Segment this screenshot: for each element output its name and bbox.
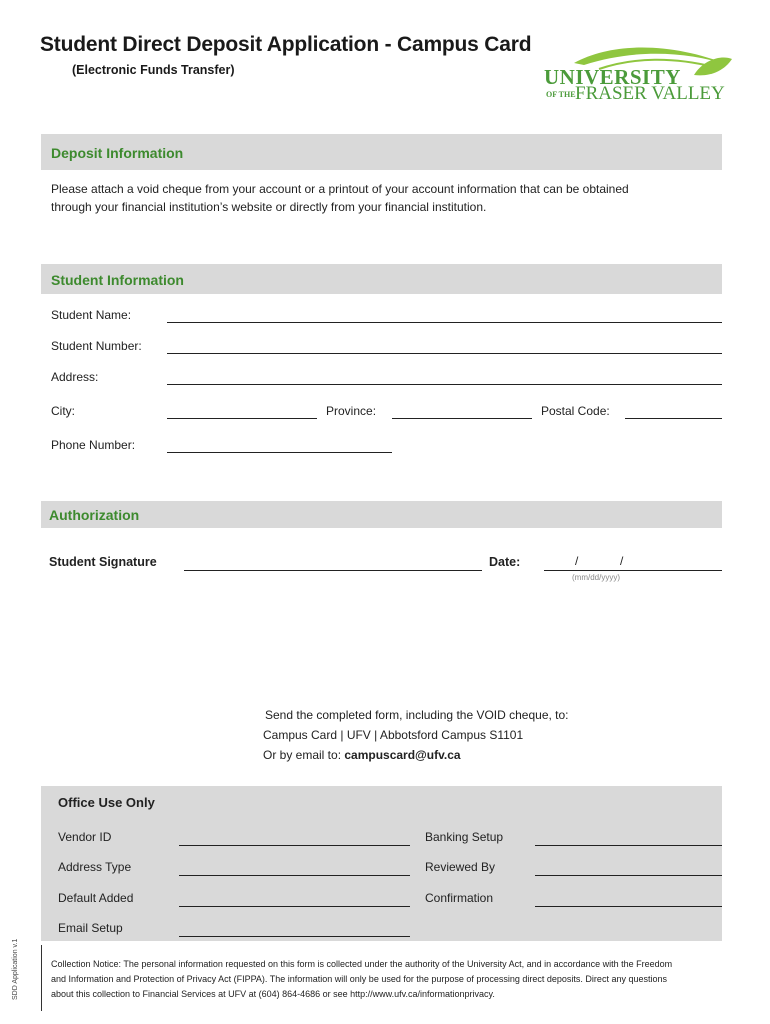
date-field[interactable]: [544, 570, 722, 571]
postal-code-label: Postal Code:: [541, 404, 610, 418]
student-number-label: Student Number:: [51, 339, 142, 353]
vendor-id-label: Vendor ID: [58, 830, 112, 844]
address-type-field[interactable]: [179, 875, 410, 876]
province-field[interactable]: [392, 418, 532, 419]
send-instructions: [263, 705, 569, 765]
default-added-field[interactable]: [179, 906, 410, 907]
student-name-field[interactable]: [167, 322, 722, 323]
student-name-label: Student Name:: [51, 308, 132, 322]
province-label: Province:: [326, 404, 377, 418]
confirmation-label: Confirmation: [425, 891, 494, 905]
phone-number-field[interactable]: [167, 452, 392, 453]
deposit-instructions-line1: Please attach a void cheque from your account or a printout of your account information that can be obtained: [51, 182, 629, 196]
signature-field[interactable]: [184, 570, 482, 571]
logo-fraser-valley-text: FRASER VALLEY: [575, 83, 725, 104]
email-setup-field[interactable]: [179, 936, 410, 937]
banking-setup-label: Banking Setup: [425, 830, 504, 844]
deposit-heading: Deposit Information: [51, 145, 184, 161]
authorization-section-band: [41, 501, 722, 528]
authorization-heading: Authorization: [49, 507, 140, 523]
date-format-hint: (mm/dd/yyyy): [572, 573, 620, 582]
reviewed-by-label: Reviewed By: [425, 860, 496, 874]
collection-notice: [51, 957, 741, 1002]
office-use-heading: Office Use Only: [58, 795, 155, 810]
notice-line2: and Information and Protection of Privacy Act (FIPPA). The information will only be used for the purpose of processing direct deposits. Direct any questions: [51, 974, 667, 984]
email-link[interactable]: campuscard@ufv.ca: [344, 748, 461, 762]
signature-label: Student Signature: [49, 555, 157, 569]
default-added-label: Default Added: [58, 891, 134, 905]
date-slash-1: /: [575, 554, 579, 568]
version-label: SDD Application v.1: [12, 938, 19, 1000]
send-line3-prefix: Or by email to:: [263, 748, 345, 762]
form-subtitle: (Electronic Funds Transfer): [72, 63, 235, 77]
logo-of-the-text: OF THE: [546, 90, 576, 99]
address-field[interactable]: [167, 384, 722, 385]
student-heading: Student Information: [51, 272, 184, 288]
phone-number-label: Phone Number:: [51, 438, 136, 452]
city-field[interactable]: [167, 418, 317, 419]
send-line2: Campus Card | UFV | Abbotsford Campus S1101: [263, 728, 524, 742]
student-number-field[interactable]: [167, 353, 722, 354]
email-setup-label: Email Setup: [58, 921, 123, 935]
vendor-id-field[interactable]: [179, 845, 410, 846]
date-label: Date:: [489, 555, 521, 569]
address-type-label: Address Type: [58, 860, 132, 874]
university-logo: [544, 45, 734, 115]
date-slash-2: /: [620, 554, 624, 568]
notice-line3: about this collection to Financial Services at UFV at (604) 864-4686 or see http://www.ufv.ca/informationprivacy.: [51, 989, 495, 999]
city-label: City:: [51, 404, 75, 418]
banking-setup-field[interactable]: [535, 845, 722, 846]
form-title: Student Direct Deposit Application - Campus Card: [40, 33, 532, 56]
send-line3: [263, 745, 569, 765]
deposit-instructions-line2: through your financial institution’s website or directly from your financial institution.: [51, 200, 487, 214]
send-line1: Send the completed form, including the VOID cheque, to:: [265, 708, 569, 722]
deposit-instructions: [51, 180, 731, 216]
address-label: Address:: [51, 370, 99, 384]
reviewed-by-field[interactable]: [535, 875, 722, 876]
confirmation-field[interactable]: [535, 906, 722, 907]
postal-code-field[interactable]: [625, 418, 722, 419]
notice-divider: [41, 945, 42, 1011]
logo-university-text: UNIVERSITY: [544, 65, 681, 89]
notice-line1: Collection Notice: The personal information requested on this form is collected under the authority of the University Act, and in accordance with the Freedom: [51, 959, 673, 969]
